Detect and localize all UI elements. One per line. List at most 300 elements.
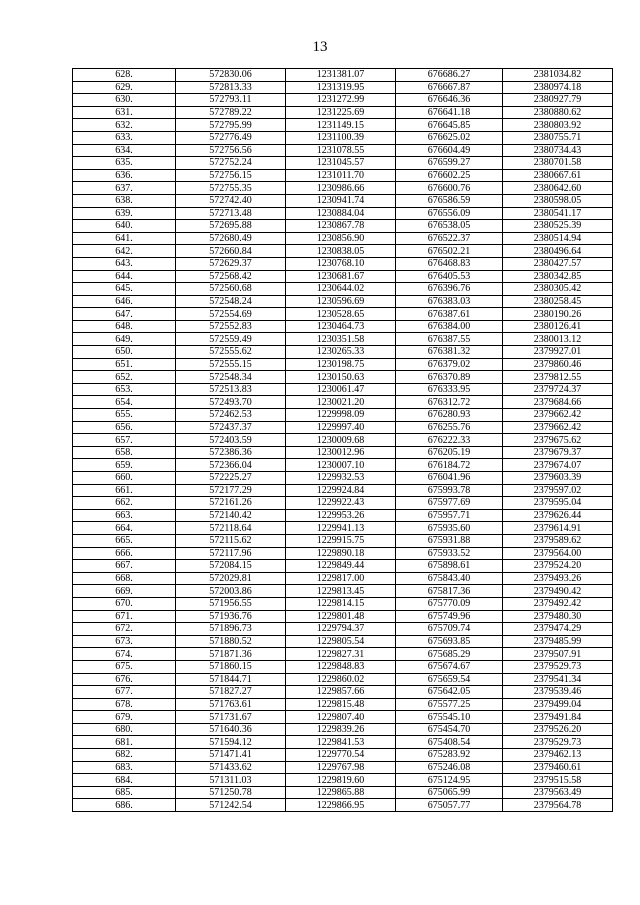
x2-coordinate-cell: 675057.77 <box>396 799 503 812</box>
x1-coordinate-cell: 572225.27 <box>176 472 286 485</box>
y1-coordinate-cell: 1230596.69 <box>286 295 396 308</box>
x2-coordinate-cell: 676041.96 <box>396 472 503 485</box>
y1-coordinate-cell: 1229915.75 <box>286 534 396 547</box>
y1-coordinate-cell: 1231100.39 <box>286 131 396 144</box>
x2-coordinate-cell: 676556.09 <box>396 207 503 220</box>
y2-coordinate-cell: 2379491.84 <box>503 711 613 724</box>
x1-coordinate-cell: 572695.88 <box>176 220 286 233</box>
table-row <box>73 320 613 333</box>
y1-coordinate-cell: 1230884.04 <box>286 207 396 220</box>
y2-coordinate-cell: 2380013.12 <box>503 333 613 346</box>
y2-coordinate-cell: 2379524.20 <box>503 560 613 573</box>
x1-coordinate-cell: 572366.04 <box>176 459 286 472</box>
x2-coordinate-cell: 675577.25 <box>396 698 503 711</box>
point-number-cell: 644. <box>73 270 176 283</box>
y1-coordinate-cell: 1229801.48 <box>286 610 396 623</box>
y1-coordinate-cell: 1230150.63 <box>286 371 396 384</box>
table-row <box>73 81 613 94</box>
table-row <box>73 698 613 711</box>
point-number-cell: 675. <box>73 660 176 673</box>
y1-coordinate-cell: 1230012.96 <box>286 446 396 459</box>
x1-coordinate-cell: 571242.54 <box>176 799 286 812</box>
table-row <box>73 459 613 472</box>
y2-coordinate-cell: 2380755.71 <box>503 131 613 144</box>
x1-coordinate-cell: 571731.67 <box>176 711 286 724</box>
x2-coordinate-cell: 675749.96 <box>396 610 503 623</box>
x2-coordinate-cell: 676502.21 <box>396 245 503 258</box>
point-number-cell: 660. <box>73 472 176 485</box>
y1-coordinate-cell: 1230867.78 <box>286 220 396 233</box>
point-number-cell: 671. <box>73 610 176 623</box>
y2-coordinate-cell: 2379539.46 <box>503 686 613 699</box>
x2-coordinate-cell: 675674.67 <box>396 660 503 673</box>
table-row <box>73 522 613 535</box>
y1-coordinate-cell: 1230941.74 <box>286 194 396 207</box>
table-row <box>73 635 613 648</box>
y1-coordinate-cell: 1229857.66 <box>286 686 396 699</box>
coordinates-table-body <box>73 69 613 812</box>
y2-coordinate-cell: 2380642.60 <box>503 182 613 195</box>
point-number-cell: 665. <box>73 534 176 547</box>
y1-coordinate-cell: 1231149.15 <box>286 119 396 132</box>
coordinates-table <box>72 68 613 812</box>
table-row <box>73 182 613 195</box>
point-number-cell: 658. <box>73 446 176 459</box>
table-row <box>73 194 613 207</box>
x1-coordinate-cell: 571311.03 <box>176 774 286 787</box>
y2-coordinate-cell: 2380927.79 <box>503 94 613 107</box>
y2-coordinate-cell: 2380701.58 <box>503 157 613 170</box>
x2-coordinate-cell: 676600.76 <box>396 182 503 195</box>
table-row <box>73 119 613 132</box>
table-row <box>73 270 613 283</box>
table-row <box>73 257 613 270</box>
y1-coordinate-cell: 1231011.70 <box>286 169 396 182</box>
x1-coordinate-cell: 572118.64 <box>176 522 286 535</box>
y1-coordinate-cell: 1229866.95 <box>286 799 396 812</box>
x2-coordinate-cell: 676387.61 <box>396 308 503 321</box>
table-row <box>73 421 613 434</box>
table-row <box>73 484 613 497</box>
y2-coordinate-cell: 2379492.42 <box>503 597 613 610</box>
y2-coordinate-cell: 2379812.55 <box>503 371 613 384</box>
y2-coordinate-cell: 2379563.49 <box>503 786 613 799</box>
table-row <box>73 346 613 359</box>
table-row <box>73 358 613 371</box>
point-number-cell: 681. <box>73 736 176 749</box>
x1-coordinate-cell: 572776.49 <box>176 131 286 144</box>
x2-coordinate-cell: 675933.52 <box>396 547 503 560</box>
y1-coordinate-cell: 1229998.09 <box>286 409 396 422</box>
point-number-cell: 635. <box>73 157 176 170</box>
x2-coordinate-cell: 675935.60 <box>396 522 503 535</box>
y2-coordinate-cell: 2380514.94 <box>503 232 613 245</box>
y1-coordinate-cell: 1229813.45 <box>286 585 396 598</box>
point-number-cell: 685. <box>73 786 176 799</box>
x1-coordinate-cell: 571640.36 <box>176 723 286 736</box>
y1-coordinate-cell: 1230986.66 <box>286 182 396 195</box>
y1-coordinate-cell: 1230061.47 <box>286 383 396 396</box>
y2-coordinate-cell: 2379589.62 <box>503 534 613 547</box>
table-row <box>73 94 613 107</box>
y2-coordinate-cell: 2380974.18 <box>503 81 613 94</box>
point-number-cell: 664. <box>73 522 176 535</box>
y2-coordinate-cell: 2379662.42 <box>503 409 613 422</box>
point-number-cell: 636. <box>73 169 176 182</box>
y1-coordinate-cell: 1230198.75 <box>286 358 396 371</box>
table-row <box>73 383 613 396</box>
x2-coordinate-cell: 675770.09 <box>396 597 503 610</box>
x2-coordinate-cell: 676599.27 <box>396 157 503 170</box>
y1-coordinate-cell: 1230856.90 <box>286 232 396 245</box>
x2-coordinate-cell: 676468.83 <box>396 257 503 270</box>
table-row <box>73 610 613 623</box>
y1-coordinate-cell: 1229839.26 <box>286 723 396 736</box>
point-number-cell: 631. <box>73 106 176 119</box>
x1-coordinate-cell: 572793.11 <box>176 94 286 107</box>
y1-coordinate-cell: 1231319.95 <box>286 81 396 94</box>
y2-coordinate-cell: 2379499.04 <box>503 698 613 711</box>
point-number-cell: 645. <box>73 283 176 296</box>
y1-coordinate-cell: 1229767.98 <box>286 761 396 774</box>
point-number-cell: 639. <box>73 207 176 220</box>
x1-coordinate-cell: 571860.15 <box>176 660 286 673</box>
table-row <box>73 509 613 522</box>
x1-coordinate-cell: 572493.70 <box>176 396 286 409</box>
y1-coordinate-cell: 1230021.20 <box>286 396 396 409</box>
x2-coordinate-cell: 676381.32 <box>396 346 503 359</box>
y2-coordinate-cell: 2379662.42 <box>503 421 613 434</box>
point-number-cell: 661. <box>73 484 176 497</box>
point-number-cell: 656. <box>73 421 176 434</box>
point-number-cell: 666. <box>73 547 176 560</box>
x1-coordinate-cell: 572742.40 <box>176 194 286 207</box>
point-number-cell: 633. <box>73 131 176 144</box>
x2-coordinate-cell: 675246.08 <box>396 761 503 774</box>
x2-coordinate-cell: 675709.74 <box>396 623 503 636</box>
y1-coordinate-cell: 1229953.26 <box>286 509 396 522</box>
x2-coordinate-cell: 676646.36 <box>396 94 503 107</box>
point-number-cell: 678. <box>73 698 176 711</box>
y2-coordinate-cell: 2379460.61 <box>503 761 613 774</box>
x2-coordinate-cell: 676333.95 <box>396 383 503 396</box>
y2-coordinate-cell: 2380496.64 <box>503 245 613 258</box>
y2-coordinate-cell: 2380258.45 <box>503 295 613 308</box>
table-row <box>73 711 613 724</box>
point-number-cell: 657. <box>73 434 176 447</box>
x2-coordinate-cell: 675283.92 <box>396 749 503 762</box>
y2-coordinate-cell: 2379927.01 <box>503 346 613 359</box>
x2-coordinate-cell: 675957.71 <box>396 509 503 522</box>
x1-coordinate-cell: 572559.49 <box>176 333 286 346</box>
x1-coordinate-cell: 572552.83 <box>176 320 286 333</box>
x1-coordinate-cell: 571827.27 <box>176 686 286 699</box>
y2-coordinate-cell: 2379860.46 <box>503 358 613 371</box>
x1-coordinate-cell: 571871.36 <box>176 648 286 661</box>
table-row <box>73 333 613 346</box>
x1-coordinate-cell: 571433.62 <box>176 761 286 774</box>
x1-coordinate-cell: 572115.62 <box>176 534 286 547</box>
table-row <box>73 472 613 485</box>
point-number-cell: 655. <box>73 409 176 422</box>
x2-coordinate-cell: 676222.33 <box>396 434 503 447</box>
x1-coordinate-cell: 572462.53 <box>176 409 286 422</box>
x1-coordinate-cell: 572386.36 <box>176 446 286 459</box>
table-row <box>73 799 613 812</box>
y2-coordinate-cell: 2379597.02 <box>503 484 613 497</box>
y2-coordinate-cell: 2379675.62 <box>503 434 613 447</box>
y1-coordinate-cell: 1231225.69 <box>286 106 396 119</box>
x1-coordinate-cell: 572403.59 <box>176 434 286 447</box>
x2-coordinate-cell: 676255.76 <box>396 421 503 434</box>
x1-coordinate-cell: 572140.42 <box>176 509 286 522</box>
y2-coordinate-cell: 2379564.78 <box>503 799 613 812</box>
point-number-cell: 628. <box>73 69 176 82</box>
y1-coordinate-cell: 1229841.53 <box>286 736 396 749</box>
x2-coordinate-cell: 676370.89 <box>396 371 503 384</box>
x2-coordinate-cell: 676645.85 <box>396 119 503 132</box>
x1-coordinate-cell: 571250.78 <box>176 786 286 799</box>
x2-coordinate-cell: 676379.02 <box>396 358 503 371</box>
x2-coordinate-cell: 675124.95 <box>396 774 503 787</box>
table-row <box>73 597 613 610</box>
point-number-cell: 659. <box>73 459 176 472</box>
x1-coordinate-cell: 572755.35 <box>176 182 286 195</box>
x1-coordinate-cell: 572789.22 <box>176 106 286 119</box>
x1-coordinate-cell: 572437.37 <box>176 421 286 434</box>
y1-coordinate-cell: 1231272.99 <box>286 94 396 107</box>
point-number-cell: 686. <box>73 799 176 812</box>
x1-coordinate-cell: 572117.96 <box>176 547 286 560</box>
table-row <box>73 371 613 384</box>
y2-coordinate-cell: 2380342.85 <box>503 270 613 283</box>
table-row <box>73 786 613 799</box>
x2-coordinate-cell: 676625.02 <box>396 131 503 144</box>
x2-coordinate-cell: 676604.49 <box>396 144 503 157</box>
point-number-cell: 674. <box>73 648 176 661</box>
x2-coordinate-cell: 675977.69 <box>396 497 503 510</box>
y1-coordinate-cell: 1230009.68 <box>286 434 396 447</box>
point-number-cell: 667. <box>73 560 176 573</box>
x2-coordinate-cell: 675817.36 <box>396 585 503 598</box>
y1-coordinate-cell: 1229794.37 <box>286 623 396 636</box>
y2-coordinate-cell: 2379674.07 <box>503 459 613 472</box>
x2-coordinate-cell: 676686.27 <box>396 69 503 82</box>
x1-coordinate-cell: 571594.12 <box>176 736 286 749</box>
x1-coordinate-cell: 572554.69 <box>176 308 286 321</box>
point-number-cell: 629. <box>73 81 176 94</box>
x2-coordinate-cell: 675408.54 <box>396 736 503 749</box>
table-row <box>73 131 613 144</box>
x2-coordinate-cell: 675642.05 <box>396 686 503 699</box>
table-row <box>73 396 613 409</box>
x1-coordinate-cell: 572555.62 <box>176 346 286 359</box>
y2-coordinate-cell: 2380305.42 <box>503 283 613 296</box>
point-number-cell: 668. <box>73 572 176 585</box>
y1-coordinate-cell: 1229865.88 <box>286 786 396 799</box>
y2-coordinate-cell: 2379515.58 <box>503 774 613 787</box>
table-row <box>73 207 613 220</box>
y1-coordinate-cell: 1229997.40 <box>286 421 396 434</box>
y1-coordinate-cell: 1229805.54 <box>286 635 396 648</box>
point-number-cell: 672. <box>73 623 176 636</box>
y2-coordinate-cell: 2380880.62 <box>503 106 613 119</box>
y1-coordinate-cell: 1230265.33 <box>286 346 396 359</box>
x2-coordinate-cell: 675659.54 <box>396 673 503 686</box>
point-number-cell: 651. <box>73 358 176 371</box>
x1-coordinate-cell: 572003.86 <box>176 585 286 598</box>
point-number-cell: 652. <box>73 371 176 384</box>
x2-coordinate-cell: 676641.18 <box>396 106 503 119</box>
x2-coordinate-cell: 676184.72 <box>396 459 503 472</box>
y1-coordinate-cell: 1230681.67 <box>286 270 396 283</box>
y1-coordinate-cell: 1229814.15 <box>286 597 396 610</box>
y2-coordinate-cell: 2379684.66 <box>503 396 613 409</box>
x1-coordinate-cell: 572177.29 <box>176 484 286 497</box>
y1-coordinate-cell: 1229807.40 <box>286 711 396 724</box>
x1-coordinate-cell: 572752.24 <box>176 157 286 170</box>
point-number-cell: 654. <box>73 396 176 409</box>
table-row <box>73 774 613 787</box>
y1-coordinate-cell: 1229941.13 <box>286 522 396 535</box>
y2-coordinate-cell: 2380525.39 <box>503 220 613 233</box>
x2-coordinate-cell: 675993.78 <box>396 484 503 497</box>
y2-coordinate-cell: 2380427.57 <box>503 257 613 270</box>
y2-coordinate-cell: 2380598.05 <box>503 194 613 207</box>
x1-coordinate-cell: 571896.73 <box>176 623 286 636</box>
x2-coordinate-cell: 676522.37 <box>396 232 503 245</box>
point-number-cell: 641. <box>73 232 176 245</box>
x1-coordinate-cell: 572568.42 <box>176 270 286 283</box>
table-row <box>73 660 613 673</box>
y2-coordinate-cell: 2381034.82 <box>503 69 613 82</box>
x2-coordinate-cell: 675931.88 <box>396 534 503 547</box>
point-number-cell: 670. <box>73 597 176 610</box>
y1-coordinate-cell: 1230351.58 <box>286 333 396 346</box>
table-row <box>73 157 613 170</box>
y2-coordinate-cell: 2380190.26 <box>503 308 613 321</box>
y1-coordinate-cell: 1229848.83 <box>286 660 396 673</box>
x2-coordinate-cell: 676667.87 <box>396 81 503 94</box>
point-number-cell: 684. <box>73 774 176 787</box>
table-row <box>73 673 613 686</box>
x1-coordinate-cell: 572513.83 <box>176 383 286 396</box>
y2-coordinate-cell: 2379626.44 <box>503 509 613 522</box>
point-number-cell: 663. <box>73 509 176 522</box>
y1-coordinate-cell: 1230528.65 <box>286 308 396 321</box>
y2-coordinate-cell: 2379485.99 <box>503 635 613 648</box>
y2-coordinate-cell: 2379564.00 <box>503 547 613 560</box>
x2-coordinate-cell: 676602.25 <box>396 169 503 182</box>
point-number-cell: 673. <box>73 635 176 648</box>
x2-coordinate-cell: 675454.70 <box>396 723 503 736</box>
page-number: 13 <box>312 39 328 55</box>
y2-coordinate-cell: 2379679.37 <box>503 446 613 459</box>
point-number-cell: 642. <box>73 245 176 258</box>
point-number-cell: 683. <box>73 761 176 774</box>
x1-coordinate-cell: 572713.48 <box>176 207 286 220</box>
y1-coordinate-cell: 1229924.84 <box>286 484 396 497</box>
x2-coordinate-cell: 675685.29 <box>396 648 503 661</box>
y1-coordinate-cell: 1229770.54 <box>286 749 396 762</box>
y2-coordinate-cell: 2379529.73 <box>503 660 613 673</box>
x1-coordinate-cell: 572084.15 <box>176 560 286 573</box>
table-row <box>73 623 613 636</box>
point-number-cell: 637. <box>73 182 176 195</box>
y1-coordinate-cell: 1230007.10 <box>286 459 396 472</box>
x1-coordinate-cell: 571844.71 <box>176 673 286 686</box>
x2-coordinate-cell: 675065.99 <box>396 786 503 799</box>
table-row <box>73 572 613 585</box>
y2-coordinate-cell: 2379603.39 <box>503 472 613 485</box>
x2-coordinate-cell: 676312.72 <box>396 396 503 409</box>
y1-coordinate-cell: 1231381.07 <box>286 69 396 82</box>
y2-coordinate-cell: 2379490.42 <box>503 585 613 598</box>
y1-coordinate-cell: 1231045.57 <box>286 157 396 170</box>
point-number-cell: 669. <box>73 585 176 598</box>
point-number-cell: 679. <box>73 711 176 724</box>
table-row <box>73 69 613 82</box>
point-number-cell: 680. <box>73 723 176 736</box>
x1-coordinate-cell: 572830.06 <box>176 69 286 82</box>
x1-coordinate-cell: 572756.15 <box>176 169 286 182</box>
table-row <box>73 409 613 422</box>
table-row <box>73 686 613 699</box>
point-number-cell: 640. <box>73 220 176 233</box>
y2-coordinate-cell: 2379480.30 <box>503 610 613 623</box>
y2-coordinate-cell: 2380667.61 <box>503 169 613 182</box>
point-number-cell: 677. <box>73 686 176 699</box>
y1-coordinate-cell: 1230768.10 <box>286 257 396 270</box>
y2-coordinate-cell: 2380803.92 <box>503 119 613 132</box>
point-number-cell: 634. <box>73 144 176 157</box>
y2-coordinate-cell: 2379595.04 <box>503 497 613 510</box>
point-number-cell: 646. <box>73 295 176 308</box>
y2-coordinate-cell: 2380541.17 <box>503 207 613 220</box>
x2-coordinate-cell: 676586.59 <box>396 194 503 207</box>
x2-coordinate-cell: 676280.93 <box>396 409 503 422</box>
x1-coordinate-cell: 572813.33 <box>176 81 286 94</box>
x2-coordinate-cell: 675898.61 <box>396 560 503 573</box>
x1-coordinate-cell: 572029.81 <box>176 572 286 585</box>
x2-coordinate-cell: 676538.05 <box>396 220 503 233</box>
point-number-cell: 649. <box>73 333 176 346</box>
x2-coordinate-cell: 675693.85 <box>396 635 503 648</box>
y2-coordinate-cell: 2379724.37 <box>503 383 613 396</box>
table-row <box>73 723 613 736</box>
y1-coordinate-cell: 1230644.02 <box>286 283 396 296</box>
table-row <box>73 446 613 459</box>
y2-coordinate-cell: 2379462.13 <box>503 749 613 762</box>
x2-coordinate-cell: 676396.76 <box>396 283 503 296</box>
table-row <box>73 761 613 774</box>
point-number-cell: 662. <box>73 497 176 510</box>
table-row <box>73 245 613 258</box>
point-number-cell: 650. <box>73 346 176 359</box>
table-row <box>73 648 613 661</box>
x1-coordinate-cell: 572756.56 <box>176 144 286 157</box>
x1-coordinate-cell: 571471.41 <box>176 749 286 762</box>
table-row <box>73 560 613 573</box>
y1-coordinate-cell: 1229827.31 <box>286 648 396 661</box>
x1-coordinate-cell: 572560.68 <box>176 283 286 296</box>
x1-coordinate-cell: 572680.49 <box>176 232 286 245</box>
y1-coordinate-cell: 1229815.48 <box>286 698 396 711</box>
y2-coordinate-cell: 2379526.20 <box>503 723 613 736</box>
y1-coordinate-cell: 1229817.00 <box>286 572 396 585</box>
y2-coordinate-cell: 2379507.91 <box>503 648 613 661</box>
y1-coordinate-cell: 1229849.44 <box>286 560 396 573</box>
